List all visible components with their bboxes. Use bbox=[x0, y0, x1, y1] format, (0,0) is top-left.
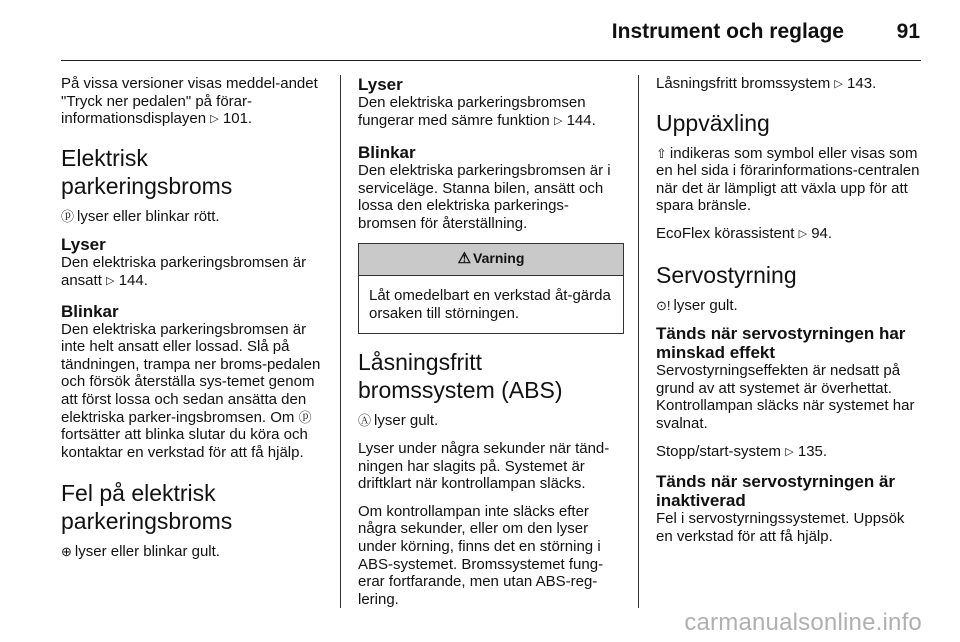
abs-paragraph-2: Om kontrollampan inte släcks efter några sekunder, eller om den lyser under körning, finns det en störning i ABS-systemet. Bromssystemet fung-erar fortfarande, men utan ABS-reg-lering. bbox=[358, 502, 604, 608]
inactivated-text: Fel i servostyrningssystemet. Uppsök en verkstad för att få hjälp. bbox=[656, 510, 905, 545]
reference-arrow-icon: ▷ bbox=[785, 445, 794, 458]
lyser-heading-2: Lyser bbox=[358, 75, 403, 94]
abs-desc-line: Ⓐ lyser gult. bbox=[358, 412, 439, 430]
warning-header: ⚠ Varning bbox=[359, 244, 623, 277]
lyser-text-2: Den elektriska parkeringsbromsen fungerar med sämre funktion ▷ 144. bbox=[358, 94, 596, 129]
uppvaxling-text: ⇧ indikeras som symbol eller visas som en hel sida i förarinformations-centralen när det är lämpligt att växla upp för att spara bränsle. bbox=[656, 144, 920, 215]
blinkar-heading-2: Blinkar bbox=[358, 143, 416, 163]
servostyrning-title: Servostyrning bbox=[656, 261, 797, 288]
blinkar-heading: Blinkar bbox=[61, 301, 119, 321]
reference-arrow-icon: ▷ bbox=[834, 78, 843, 90]
reference-arrow-icon: ▷ bbox=[106, 274, 115, 287]
abs-title: Låsningsfritt bromssystem (ABS) bbox=[358, 349, 563, 404]
epb-desc-line: ⓟ lyser eller blinkar rött. bbox=[61, 207, 220, 225]
stopstart-line: Stopp/start-system ▷ 135. bbox=[656, 442, 828, 460]
column-divider-2 bbox=[638, 75, 639, 608]
intro-paragraph: På vissa versioner visas meddel-andet "Tryck ner pedalen" på förar-informationsdisplayen ▷ 101. bbox=[61, 75, 318, 128]
watermark: carmanualsonline.info bbox=[684, 609, 922, 636]
blinkar-text: Den elektriska parkeringsbromsen är inte helt ansatt eller lossad. Slå på tändningen, trampa ner broms-pedalen och försök återställa sys-temet genom att först lossa och sedan ansätta den elektriska parker-ingsbromsen. Om ⓟfortsätter att blinka slutar du köra och kontaktar en verkstad för att få hjälp. bbox=[61, 320, 321, 461]
lyser-text: Den elektriska parkeringsbromsen är ansatt ▷ 144. bbox=[61, 254, 307, 289]
column-2 bbox=[358, 75, 624, 618]
reduced-effect-text: Servostyrningseffekten är nedsatt på grund av att systemet är överhettat. Kontrollampan släcks när systemet har svalnat. bbox=[656, 362, 915, 432]
reference-arrow-icon: ▷ bbox=[798, 227, 808, 240]
reference-arrow-icon: ▷ bbox=[210, 113, 219, 126]
parking-brake-icon: ⓟ bbox=[298, 409, 312, 425]
warning-body: Låt omedelbart en verkstad åt-gärda orsaken till störningen. bbox=[369, 287, 611, 322]
uppvaxling-title: Uppväxling bbox=[656, 109, 770, 136]
fel-title: Fel på elektrisk parkeringsbroms bbox=[61, 480, 233, 535]
epb-title: Elektrisk parkeringsbroms bbox=[61, 144, 233, 199]
abs-reference: Låsningsfritt bromssystem ▷ 143. bbox=[656, 75, 877, 92]
column-1 bbox=[61, 75, 324, 571]
servo-desc-line: ⊙! lyser gult. bbox=[656, 296, 738, 314]
warning-triangle-icon: ⚠ bbox=[457, 249, 472, 267]
abs-icon: Ⓐ bbox=[358, 413, 372, 429]
column-divider-1 bbox=[340, 75, 341, 608]
intro-ref: 101. bbox=[222, 110, 253, 128]
ecoflex-line: EcoFlex körassistent ▷ 94. bbox=[656, 224, 833, 242]
header-rule bbox=[61, 60, 921, 61]
fel-desc-line: ⊕ lyser eller blinkar gult. bbox=[61, 543, 220, 561]
parking-brake-fault-icon: ⊕ bbox=[61, 544, 72, 560]
shift-up-icon: ⇧ bbox=[656, 145, 667, 161]
warning-box bbox=[358, 243, 624, 335]
header-title: Instrument och reglage bbox=[611, 20, 844, 43]
power-steering-icon: ⊙! bbox=[656, 297, 671, 313]
page-number: 91 bbox=[896, 20, 920, 43]
reference-arrow-icon: ▷ bbox=[553, 114, 563, 127]
abs-paragraph-1: Lyser under några sekunder när tänd-ningen har slagits på. Systemet är driftklart när kontrollampan släcks. bbox=[358, 439, 610, 493]
lyser-heading: Lyser bbox=[61, 235, 106, 255]
blinkar-text-2: Den elektriska parkeringsbromsen är i serviceläge. Stanna bilen, ansätt och lossa den elektriska parkerings-bromsen för återställning. bbox=[358, 162, 611, 232]
inactivated-heading: Tänds när servostyrningen är inaktiverad bbox=[656, 472, 896, 511]
parking-brake-icon: ⓟ bbox=[61, 208, 75, 224]
reduced-effect-heading: Tänds när servostyrningen har minskad effekt bbox=[656, 324, 906, 363]
column-3 bbox=[656, 75, 924, 555]
